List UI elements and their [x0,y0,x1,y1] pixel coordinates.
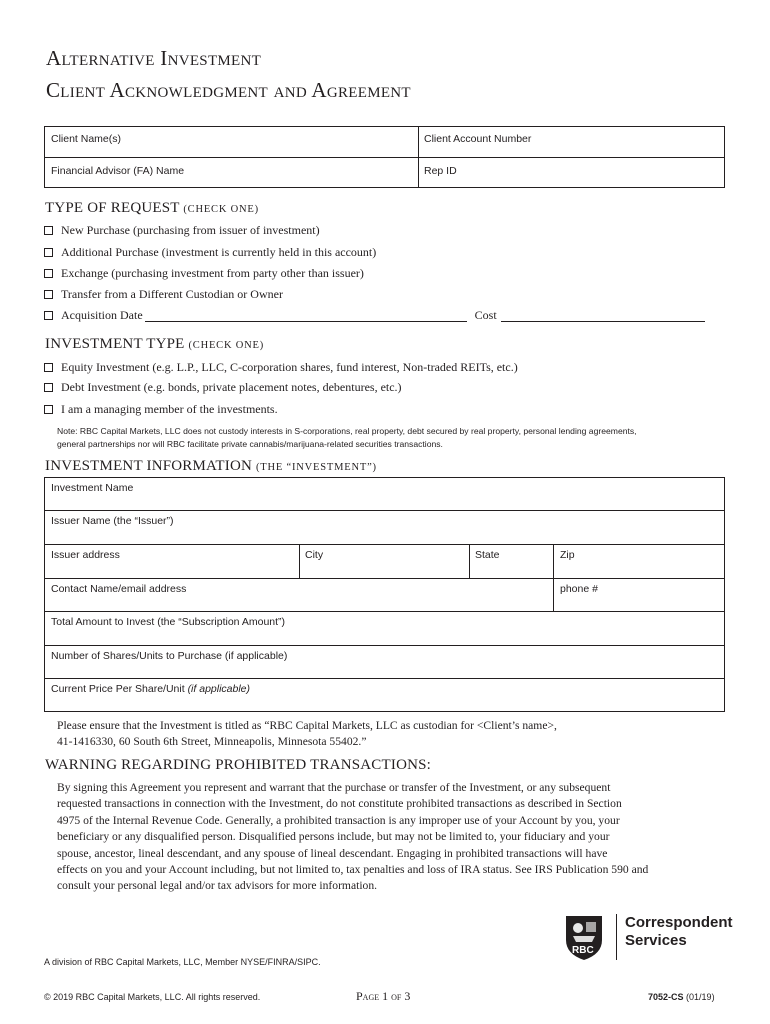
warning-paragraph [57,780,648,895]
title-line-1 [46,48,261,69]
request-option-exchange[interactable] [44,266,364,281]
custody-note-line-2: general partnerships nor will RBC facilitate private cannabis/marijuana-related securities transactions. [57,439,443,449]
city-field[interactable]: City [305,549,324,561]
custody-line-1: Please ensure that the Investment is titled as “RBC Capital Markets, LLC as custodian for <Client’s name>, [57,719,557,732]
investment-name-field[interactable]: Investment Name [51,482,134,494]
custody-note [57,425,717,451]
num-shares-field[interactable]: Number of Shares/Units to Purchase (if applicable) [51,650,288,662]
division-text: A division of RBC Capital Markets, LLC, Member NYSE/FINRA/SIPC. [44,957,321,967]
total-amount-field[interactable]: Total Amount to Invest (the “Subscription Amount”) [51,616,286,628]
checkbox-icon[interactable] [44,363,53,372]
investment-option-debt[interactable] [44,380,402,395]
checkbox-icon[interactable] [44,405,53,414]
form-id [648,992,715,1002]
state-field[interactable]: State [475,549,500,561]
option-label: I am a managing member of the investments. [61,402,278,416]
checkbox-icon[interactable] [44,290,53,299]
warning-line: requested transactions in connection with the Investment, do not constitute prohibited transactions as described in Section [57,797,622,811]
client-info-row-divider [44,157,725,158]
issuer-name-field[interactable]: Issuer Name (the “Issuer”) [51,515,174,527]
cost-label: Cost [474,308,497,322]
investment-type-heading-text: INVESTMENT TYPE [45,336,185,352]
rbc-logo-text: RBC [572,945,594,956]
current-price-field[interactable] [51,683,250,695]
option-label: Debt Investment (e.g. bonds, private placement notes, debentures, etc.) [61,380,402,394]
investment-option-equity[interactable] [44,360,518,375]
request-type-heading-text: TYPE OF REQUEST [45,200,180,216]
title-line-2-text: Client Acknowledgment and Agreement [46,78,411,102]
title-line-2 [46,80,411,101]
logo-divider [616,914,617,960]
row-divider [44,578,725,579]
row-divider [44,678,725,679]
row-divider [44,611,725,612]
acquisition-date-field[interactable] [145,310,467,322]
rbc-logo [562,914,606,962]
col-divider [299,544,300,578]
row-divider [44,645,725,646]
col-divider [469,544,470,578]
investment-info-heading [45,458,377,475]
custody-line-2: 41-1416330, 60 South 6th Street, Minneapolis, Minnesota 55402.” [57,735,367,749]
warning-line: consult your personal legal and/or tax advisors for more information. [57,879,378,893]
phone-field[interactable]: phone # [560,583,598,595]
row-divider [44,544,725,545]
investment-type-hint: (CHECK ONE) [188,340,265,351]
acquisition-date-label: Acquisition Date [61,308,143,322]
investment-option-managing-member[interactable] [44,402,278,417]
issuer-address-field[interactable]: Issuer address [51,549,120,561]
form-id-code: 7052-CS [648,992,684,1002]
custody-title-instructions [57,718,557,751]
option-label: Additional Purchase (investment is currently held in this account) [61,245,377,259]
page-number: Page 1 of 3 [356,989,411,1003]
client-info-col-divider [418,126,419,188]
current-price-italic: (if applicable) [187,683,251,695]
account-number-field[interactable]: Client Account Number [424,133,532,145]
option-label: Equity Investment (e.g. L.P., LLC, C-corporation shares, fund interest, Non-traded REITs, etc.) [61,360,518,374]
client-names-field[interactable]: Client Name(s) [51,133,122,145]
checkbox-icon[interactable] [44,248,53,257]
warning-line: beneficiary or any disqualified person. Disqualified persons include, but may not be limited to, your fiduciary and your [57,830,610,844]
col-divider [553,544,554,611]
investment-type-heading [45,336,264,353]
warning-line: By signing this Agreement you represent and warrant that the purchase or transfer of the Investment, or any subsequent [57,781,611,794]
option-label: Transfer from a Different Custodian or Owner [61,287,283,301]
checkbox-icon[interactable] [44,226,53,235]
request-type-heading [45,200,259,217]
custody-note-line-1: Note: RBC Capital Markets, LLC does not custody interests in S-corporations, real property, debt secured by real property, personal lending agreements, [57,426,637,436]
copyright-text: © 2019 RBC Capital Markets, LLC. All rights reserved. [44,992,261,1002]
checkbox-icon[interactable] [44,383,53,392]
warning-line: 4975 of the Internal Revenue Code. Generally, a prohibited transaction is any improper use of your Account by you, your [57,813,620,827]
request-option-new-purchase[interactable] [44,223,320,238]
rep-id-field[interactable]: Rep ID [424,165,457,177]
checkbox-icon[interactable] [44,311,53,320]
row-divider [44,510,725,511]
investment-info-hint: (THE “INVESTMENT”) [256,462,377,473]
request-option-acquisition[interactable] [44,308,705,323]
request-option-additional-purchase[interactable] [44,245,376,260]
warning-line: spouse, ancestor, lineal descendant, and any spouse of lineal descendant. Engaging in prohibited transactions will have [57,846,608,860]
brand-name-line-1: Correspondent [625,914,733,931]
option-label: Exchange (purchasing investment from party other than issuer) [61,266,364,280]
investment-info-heading-text: INVESTMENT INFORMATION [45,458,253,474]
title-line-1-text: Alternative Investment [46,46,262,70]
brand-name-line-2: Services [625,932,687,949]
warning-line: effects on you and your Account including, but not limited to, tax penalties and loss of IRA status. See IRS Publication 590 and [57,863,649,877]
brand-name [625,914,733,950]
option-label: New Purchase (purchasing from issuer of investment) [61,223,320,237]
cost-field[interactable] [501,310,705,322]
request-option-transfer[interactable] [44,287,283,302]
fa-name-field[interactable]: Financial Advisor (FA) Name [51,165,185,177]
request-type-hint: (CHECK ONE) [183,204,259,215]
zip-field[interactable]: Zip [560,549,575,561]
warning-heading: WARNING REGARDING PROHIBITED TRANSACTIONS: [45,757,432,773]
contact-field[interactable]: Contact Name/email address [51,583,187,595]
checkbox-icon[interactable] [44,269,53,278]
current-price-label: Current Price Per Share/Unit [51,683,185,695]
form-id-date: (01/19) [686,992,715,1002]
